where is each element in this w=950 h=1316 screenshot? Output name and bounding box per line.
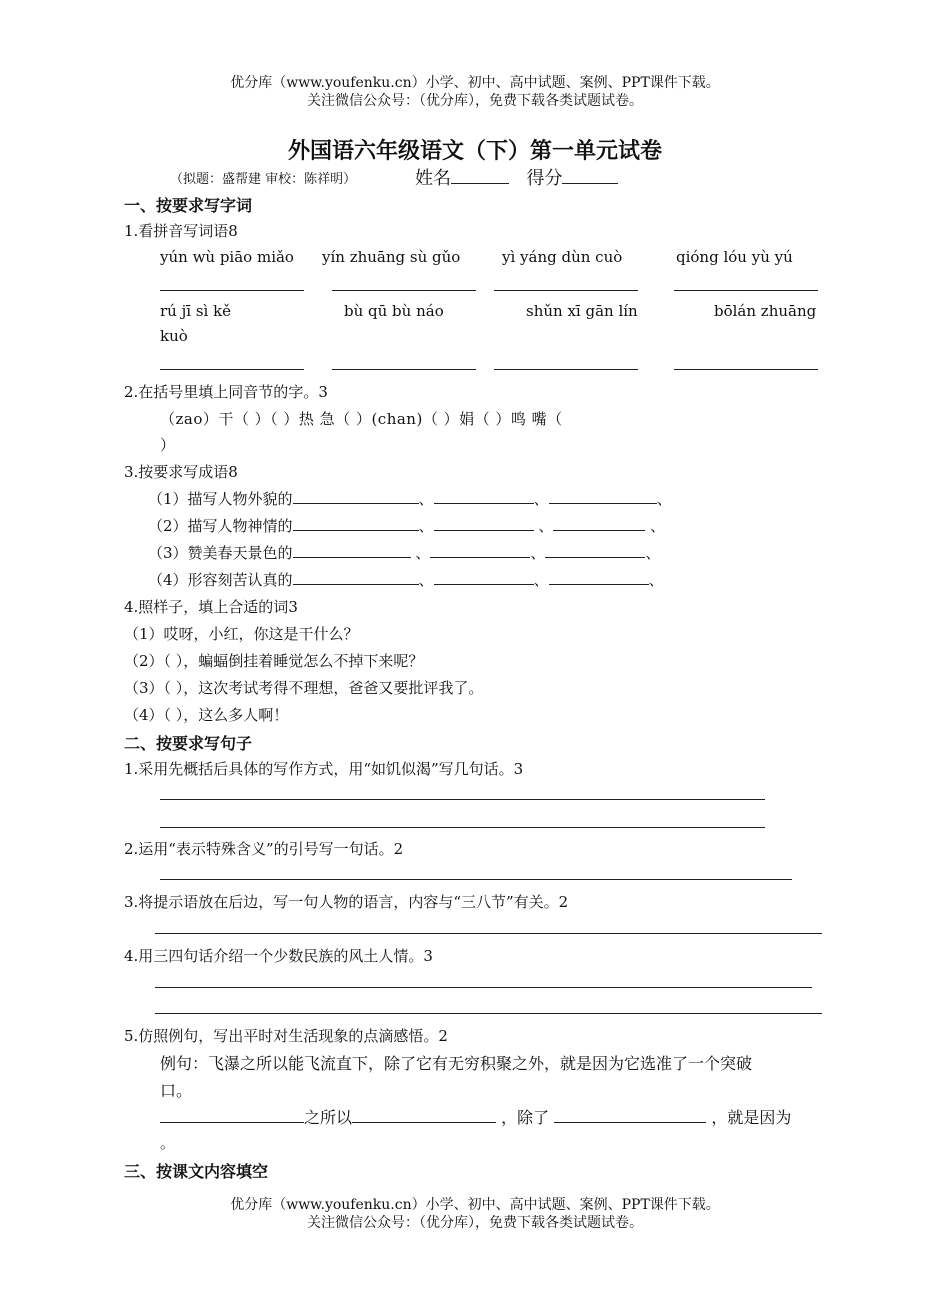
pinyin-item: yì yáng dùn cuò: [502, 248, 623, 266]
answer-line[interactable]: [160, 827, 765, 828]
name-blank[interactable]: [451, 169, 509, 184]
pinyin-item: qióng lóu yù yú: [676, 248, 793, 266]
idiom-blank[interactable]: [549, 570, 649, 585]
idiom-blank[interactable]: [293, 489, 419, 504]
page-title: 外国语六年级语文（下）第一单元试卷: [287, 138, 662, 164]
answer-line[interactable]: [494, 369, 638, 370]
pinyin-item: rú jī sì kě: [160, 302, 232, 320]
fill-blank[interactable]: [160, 1108, 304, 1123]
imitation-sentence[interactable]: [160, 1105, 791, 1128]
name-label: 姓名: [415, 168, 451, 189]
s2-q5-prompt: 5.仿照例句，写出平时对生活现象的点滴感悟。2: [124, 1027, 448, 1045]
idiom-blank[interactable]: [434, 489, 534, 504]
answer-line[interactable]: [494, 290, 638, 291]
pinyin-item: yún wù piāo miǎo: [160, 248, 294, 266]
answer-line[interactable]: [332, 369, 476, 370]
idiom-row[interactable]: （3）赞美春天景色的 、 、 、: [148, 544, 661, 562]
s2-q3-prompt: 3.将提示语放在后边，写一句人物的语言，内容与“三八节”有关。2: [124, 893, 569, 911]
pinyin-item: bōlán zhuāng: [714, 302, 817, 320]
footer-line-1: 优分库（www.youfenku.cn）小学、初中、高中试题、案例、PPT课件下载。: [230, 1197, 720, 1213]
name-field[interactable]: [415, 164, 618, 190]
fill-blank[interactable]: [554, 1108, 706, 1123]
imitation-sentence-end: 。: [160, 1134, 176, 1152]
fill-connector: 之所以: [304, 1108, 353, 1127]
idiom-blank[interactable]: [545, 543, 645, 558]
answer-line[interactable]: [155, 933, 822, 934]
authors-note: （拟题：盛帮建 审校：陈祥明）: [170, 172, 357, 187]
s2-q2-prompt: 2.运用“表示特殊含义”的引号写一句话。2: [124, 840, 404, 858]
pinyin-item: shǔn xī gān lín: [526, 302, 638, 320]
idiom-blank[interactable]: [434, 516, 534, 531]
idiom-blank[interactable]: [434, 570, 534, 585]
section-1-heading: 一、按要求写字词: [124, 196, 253, 215]
idiom-row[interactable]: （2）描写人物神情的 、 、 、: [148, 517, 666, 535]
idiom-blank[interactable]: [293, 516, 419, 531]
q4-item[interactable]: （2）（ ），蝙蝠倒挂着睡觉怎么不掉下来呢？: [124, 652, 424, 670]
idiom-row[interactable]: （1）描写人物外貌的 、 、 、: [148, 490, 672, 508]
s2-q1-prompt: 1.采用先概括后具体的写作方式，用“如饥似渴”写几句话。3: [124, 760, 524, 778]
q4-item[interactable]: （3）（ ），这次考试考得不理想，爸爸又要批评我了。: [124, 679, 484, 697]
section-2-heading: 二、按要求写句子: [124, 734, 253, 753]
idiom-blank[interactable]: [553, 516, 645, 531]
score-blank[interactable]: [562, 169, 618, 184]
answer-line[interactable]: [674, 290, 818, 291]
answer-line[interactable]: [160, 879, 792, 880]
q4-item[interactable]: （4）（ ），这么多人啊！: [124, 706, 289, 724]
idiom-blank[interactable]: [549, 489, 657, 504]
fill-connector: ，就是因为: [711, 1108, 792, 1127]
fill-blank[interactable]: [352, 1108, 496, 1123]
answer-line[interactable]: [160, 290, 304, 291]
pinyin-item: yín zhuāng sù gǔo: [322, 248, 461, 266]
q4-item: （1）哎呀，小红，你这是干什么？: [124, 625, 359, 643]
pinyin-item-continued: kuò: [160, 327, 188, 345]
q2-prompt: 2.在括号里填上同音节的字。3: [124, 383, 328, 401]
header-line-1: 优分库（www.youfenku.cn）小学、初中、高中试题、案例、PPT课件下载。: [230, 75, 720, 91]
answer-line[interactable]: [332, 290, 476, 291]
idiom-blank[interactable]: [293, 543, 411, 558]
section-3-heading: 三、按课文内容填空: [124, 1162, 269, 1181]
footer-line-2: 关注微信公众号：（优分库），免费下载各类试题试卷。: [307, 1215, 643, 1231]
q1-prompt: 1.看拼音写词语8: [124, 222, 238, 240]
q2-line: （zao）干（ ）（ ）热 急（ ）(chan)（ ）娟（ ）鸣 嘴（: [160, 410, 563, 428]
answer-line[interactable]: [155, 1013, 822, 1014]
answer-line[interactable]: [160, 369, 304, 370]
pinyin-item: bù qū bù náo: [344, 302, 444, 320]
idiom-blank[interactable]: [293, 570, 419, 585]
answer-line[interactable]: [674, 369, 818, 370]
idiom-row-label: （1）描写人物外貌的: [148, 490, 293, 508]
q2-line-end: ）: [160, 436, 176, 454]
q4-prompt: 4.照样子，填上合适的词3: [124, 598, 298, 616]
answer-line[interactable]: [160, 799, 765, 800]
answer-line[interactable]: [155, 987, 812, 988]
idiom-row[interactable]: （4）形容刻苦认真的 、 、 、: [148, 571, 664, 589]
idiom-row-label: （3）赞美春天景色的: [148, 544, 293, 562]
header-line-2: 关注微信公众号：（优分库），免费下载各类试题试卷。: [307, 93, 643, 109]
example-sentence-end: 口。: [160, 1081, 193, 1100]
score-label: 得分: [526, 168, 563, 189]
idiom-blank[interactable]: [430, 543, 530, 558]
idiom-row-label: （2）描写人物神情的: [148, 517, 293, 535]
fill-connector: ，除了: [501, 1108, 550, 1127]
idiom-row-label: （4）形容刻苦认真的: [148, 571, 293, 589]
example-sentence: 例句：飞瀑之所以能飞流直下，除了它有无穷积聚之外，就是因为它选准了一个突破: [160, 1054, 753, 1073]
s2-q4-prompt: 4.用三四句话介绍一个少数民族的风土人情。3: [124, 947, 433, 965]
q3-prompt: 3.按要求写成语8: [124, 463, 238, 481]
